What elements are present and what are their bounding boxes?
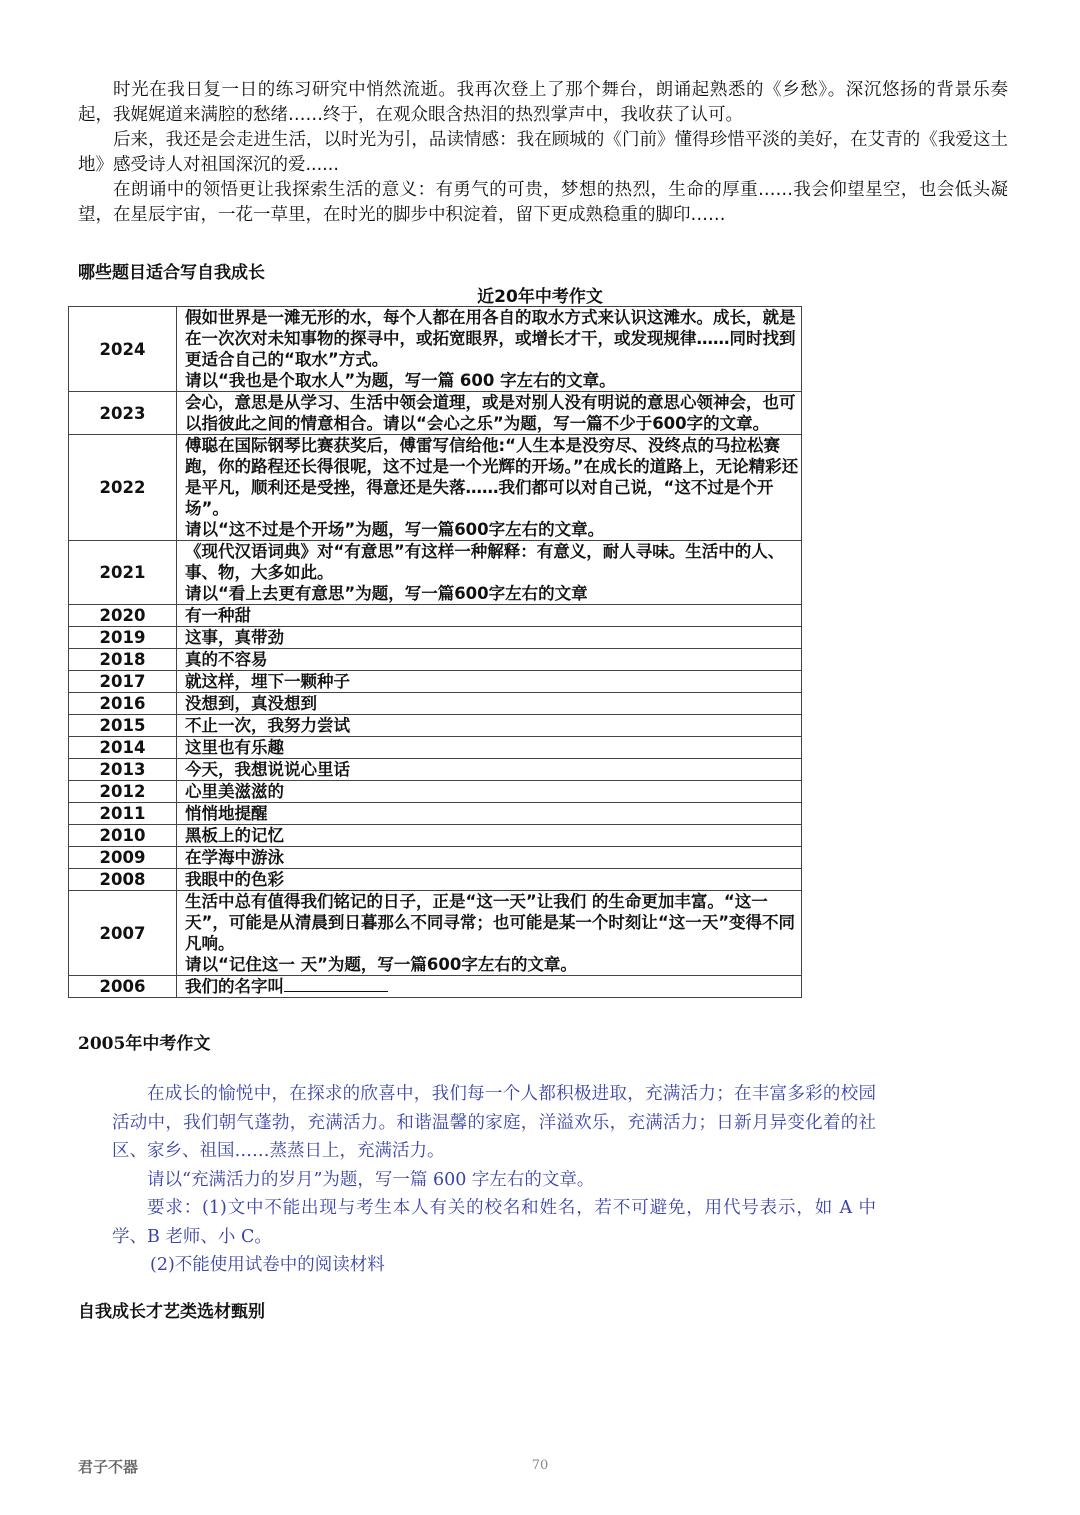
- prompt-cell: [177, 392, 802, 435]
- prompt-text: 请以“看上去更有意思”为题，写一篇600字左右的文章: [185, 584, 588, 603]
- year-cell: 2016: [69, 693, 177, 715]
- prompt-text: 这里也有乐趣: [185, 738, 284, 757]
- prompt-text: 黑板上的记忆: [185, 826, 284, 845]
- year-cell: 2023: [69, 392, 177, 435]
- prompt-cell: [177, 605, 802, 627]
- prompt-cell: [177, 435, 802, 541]
- prompt-cell: [177, 541, 802, 605]
- prompt-cell: [177, 847, 802, 869]
- year-cell: 2021: [69, 541, 177, 605]
- year-cell: 2007: [69, 891, 177, 976]
- table-body: [69, 307, 802, 998]
- year-cell: 2006: [69, 976, 177, 998]
- intro-paragraph: 后来，我还是会走进生活，以时光为引，品读情感：我在顾城的《门前》懂得珍惜平淡的美好，在艾青的《我爱这土地》感受诗人对祖国深沉的爱......: [78, 130, 1008, 175]
- year-cell: 2008: [69, 869, 177, 891]
- prompt-instruction: 请以“充满活力的岁月”为题，写一篇 600 字左右的文章。: [147, 1169, 595, 1190]
- year-cell: 2013: [69, 759, 177, 781]
- prompt-text: 我们的名字叫: [185, 977, 284, 996]
- intro-paragraph: 时光在我日复一日的练习研究中悄然流逝。我再次登上了那个舞台，朗诵起熟悉的《乡愁》。深沉悠扬的背景乐奏起，我娓娓道来满腔的愁绪……终于，在观众眼含热泪的热烈掌声中，我收获了认可。: [78, 80, 1008, 125]
- table-row: [69, 847, 802, 869]
- table-row: [69, 825, 802, 847]
- year-cell: 2024: [69, 307, 177, 392]
- prompt-cell: [177, 891, 802, 976]
- prompt-cell: [177, 693, 802, 715]
- table-row: [69, 649, 802, 671]
- prompt-text: 悄悄地提醒: [185, 804, 268, 823]
- prompt-cell: [177, 737, 802, 759]
- prompt-text: 在学海中游泳: [185, 848, 284, 867]
- prompt-text: 今天，我想说说心里话: [185, 760, 350, 779]
- year-cell: 2010: [69, 825, 177, 847]
- table-row: [69, 715, 802, 737]
- intro-text: [78, 78, 1008, 228]
- prompt-text: 这事，真带劲: [185, 628, 284, 647]
- year-cell: 2009: [69, 847, 177, 869]
- prompt-text: 就这样，埋下一颗种子: [185, 672, 350, 691]
- year-cell: 2020: [69, 605, 177, 627]
- table-row: [69, 803, 802, 825]
- prompt-text: 生活中总有值得我们铭记的日子，正是“这一天”让我们 的生命更加丰富。“这一天”，可能是从清晨到日暮那么不同寻常；也可能是某一个时刻让“这一天”变得不同凡响。: [185, 892, 796, 953]
- table-row: [69, 737, 802, 759]
- table-row: [69, 671, 802, 693]
- prompt-paragraph: 在成长的愉悦中，在探求的欣喜中，我们每一个人都积极进取，充满活力；在丰富多彩的校园活动中，我们朝气蓬勃，充满活力。和谐温馨的家庭，洋溢欢乐，充满活力；日新月异变化着的社区、家乡、祖国……蒸蒸日上，充满活力。: [112, 1084, 876, 1161]
- prompt-cell: [177, 825, 802, 847]
- fill-in-blank: [284, 977, 388, 992]
- prompt-cell: [177, 671, 802, 693]
- table-row: [69, 759, 802, 781]
- exam-essay-table: [68, 306, 802, 998]
- table-row: [69, 541, 802, 605]
- prompt-cell: [177, 649, 802, 671]
- prompt-text: 我眼中的色彩: [185, 870, 284, 889]
- prompt-text: 没想到，真没想到: [185, 694, 317, 713]
- prompt-cell: [177, 781, 802, 803]
- prompt-text: 有一种甜: [185, 606, 251, 625]
- prompt-requirement-2: (2)不能使用试卷中的阅读材料: [150, 1255, 385, 1275]
- year-cell: 2022: [69, 435, 177, 541]
- prompt-requirements: 要求：(1)文中不能出现与考生本人有关的校名和姓名，若不可避免，用代号表示，如 A 中学、B 老师、小 C。: [112, 1198, 876, 1247]
- year-cell: 2018: [69, 649, 177, 671]
- year-cell: 2017: [69, 671, 177, 693]
- table-row: [69, 627, 802, 649]
- prompt-text: 请以“记住这一 天”为题，写一篇600字左右的文章。: [185, 955, 577, 974]
- year-cell: 2014: [69, 737, 177, 759]
- table-row: [69, 869, 802, 891]
- prompt-cell: [177, 803, 802, 825]
- prompt-cell: [177, 627, 802, 649]
- table-caption: 近20年中考作文: [477, 287, 603, 307]
- prompt-cell: [177, 976, 802, 998]
- prompt-text: 请以“这不过是个开场”为题，写一篇600字左右的文章。: [185, 520, 605, 539]
- prompt-text: 会心，意思是从学习、生活中领会道理，或是对别人没有明说的意思心领神会，也可以指彼此之间的情意相合。请以“会心之乐”为题，写一篇不少于600字的文章。: [185, 393, 796, 433]
- year-cell: 2012: [69, 781, 177, 803]
- prompt-text: 不止一次，我努力尝试: [185, 716, 350, 735]
- intro-paragraph: 在朗诵中的领悟更让我探索生活的意义：有勇气的可贵，梦想的热烈，生命的厚重……我会仰望星空，也会低头凝望，在星辰宇宙，一花一草里，在时光的脚步中积淀着，留下更成熟稳重的脚印……: [78, 180, 1008, 225]
- section-heading: 自我成长才艺类选材甄别: [78, 1302, 265, 1322]
- page-number: 70: [531, 1458, 549, 1473]
- table-row: [69, 781, 802, 803]
- prompt-2005: [112, 1080, 876, 1280]
- year-cell: 2015: [69, 715, 177, 737]
- prompt-cell: [177, 715, 802, 737]
- year-cell: 2019: [69, 627, 177, 649]
- year-cell: 2011: [69, 803, 177, 825]
- footer-title: 君子不器: [78, 1458, 139, 1476]
- prompt-text: 真的不容易: [185, 650, 268, 669]
- table-row: [69, 392, 802, 435]
- prompt-text: 假如世界是一滩无形的水，每个人都在用各自的取水方式来认识这滩水。成长，就是在一次次对未知事物的探寻中，或拓宽眼界，或增长才干，或发现规律……同时找到更适合自己的“取水”方式。: [185, 308, 796, 369]
- table-row: [69, 693, 802, 715]
- table-row: [69, 605, 802, 627]
- table-row: [69, 435, 802, 541]
- prompt-cell: [177, 307, 802, 392]
- table-row: [69, 976, 802, 998]
- section-heading: 哪些题目适合写自我成长: [78, 263, 265, 283]
- prompt-text: 《现代汉语词典》对“有意思”有这样一种解释：有意义，耐人寻味。生活中的人、事、物，大多如此。: [185, 542, 785, 582]
- prompt-text: 傅聪在国际钢琴比赛获奖后，傅雷写信给他:“人生本是没穷尽、没终点的马拉松赛跑，你的路程还长得很呢，这不过是一个光辉的开场。”在成长的道路上，无论精彩还是平凡，顺利还是受挫，得意还是失落……我们都可以对自己说，“这不过是个开场”。: [185, 436, 799, 518]
- prompt-cell: [177, 869, 802, 891]
- prompt-cell: [177, 759, 802, 781]
- prompt-text: 心里美滋滋的: [185, 782, 284, 801]
- table-row: [69, 891, 802, 976]
- subsection-heading: 2005年中考作文: [78, 1034, 211, 1054]
- prompt-text: 请以“我也是个取水人”为题，写一篇 600 字左右的文章。: [185, 371, 616, 390]
- table-row: [69, 307, 802, 392]
